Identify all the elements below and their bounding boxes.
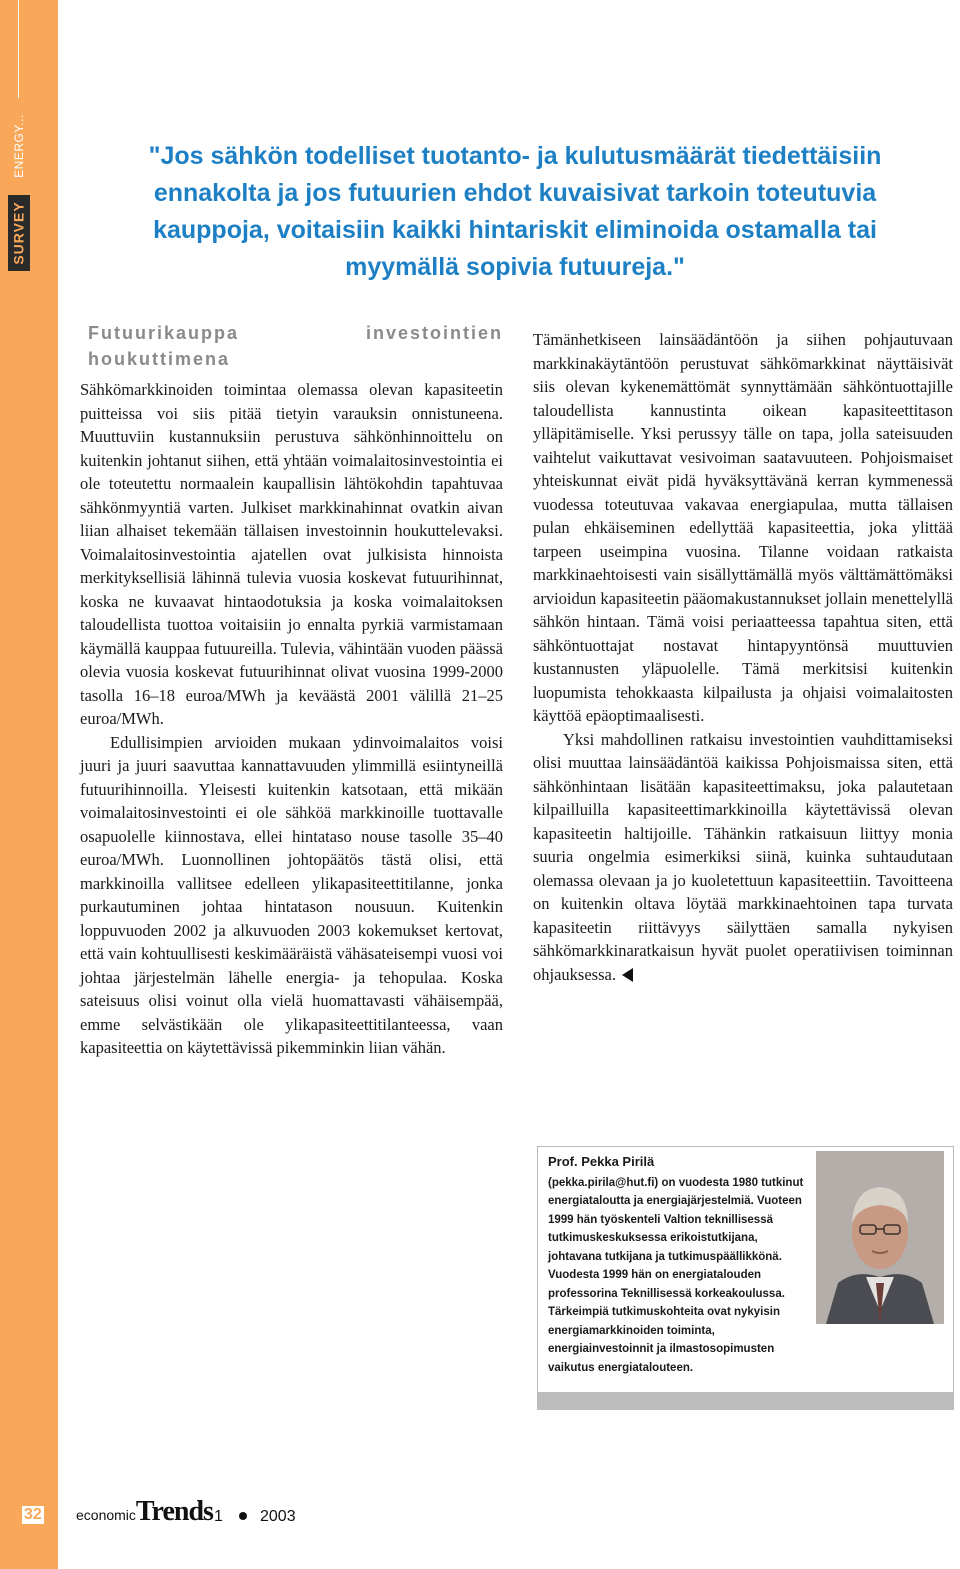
tab-divider-line — [18, 0, 19, 98]
page-number: 32 — [24, 1506, 42, 1523]
publication-logo — [76, 1496, 213, 1528]
section-tab-energy — [8, 100, 30, 192]
section-heading: Futuurikauppa investointien houkuttimena — [88, 323, 503, 369]
logo-trends: Trends — [135, 1496, 213, 1527]
pull-quote: "Jos sähkön todelliset tuotanto- ja kulutusmäärät tiedettäisiin ennakolta ja jos futuurien ehdot kuvaisivat tarkoin toteutuvia kauppoja, voitaisiin kaikki hintariskit eliminoida ostamalla tai myymällä sopivia futuureja." — [148, 142, 882, 281]
issue-year: 2003 — [260, 1508, 296, 1525]
issue-number: 1 — [214, 1508, 223, 1525]
body-paragraph: Tämänhetkiseen lainsäädäntöön ja siihen pohjautuvaan markkinakäytäntöön perustuvat sähkömarkkinat näyttäisivät siis olevan kykenemättömät synnyttämään sähköntuottajille taloudellista kannustinta oikean kapasiteettitason ylläpitämiselle. Yksi perussyy tälle on tapa, jolla sateisuuden vaihtelut vaikuttavat vesivoiman saatavuuteen. Pohjoismaiset yhteiskunnat eivät pidä hyväksyttävänä kerran kymmenessä vuodessa toteutuvaa vakavaa energiapulaa, mutta tällaisen pulan ehkäiseminen edellyttää kapasiteettia, joka ylittää tarpeen useimpina vuosina. Tilanne voidaan ratkaista markkinaehtoisesti vain sisällyttämällä myös välttämättömäksi arvioidun kapasiteetin pääomakustannukset jollain menettelyllä sähkön hintaan. Tämä voisi periaatteessa tapahtua siten, että sähköntuottajat nostavat hintapyyntönsä muuttuvien kustannusten yläpuolelle. Tämä merkitsisi kuitenkin luopumista tehokkaasta kilpailusta ja ohjaisi voimalaitosten käyttöä epäoptimaalisesti. — [533, 330, 953, 725]
author-bio-text: (pekka.pirila@hut.fi) on vuodesta 1980 tutkinut energiataloutta ja energiajärjestelmiä. Vuoteen 1999 hän työskenteli Valtion teknillisessä tutkimuskeskuksessa erikoistutkijana, johtavana tutkijana ja tutkimuspäällikkönä. Vuodesta 1999 hän on energiatalouden professorina Teknillisessä korkeakoulussa. Tärkeimpiä tutkimuskohteita ovat nykyisin energiamarkkinoiden toiminta, energiainvestoinnit ja ilmastosopimusten vaikutus energiatalouteen. — [548, 1176, 804, 1374]
section-tab-survey — [8, 195, 30, 271]
author-bio-box — [537, 1146, 954, 1410]
energy-label: ENERGY... — [12, 114, 27, 178]
body-paragraph: Edullisimpien arvioiden mukaan ydinvoimalaitos voisi juuri ja juuri saavuttaa kannattavuuden ylimmillä esiintyneillä futuurihinnoilla. Yleisesti kuitenkin katsotaan, että mikään voimalaitosinvestointi ei ole sähköä markkinoille tuottavalle osapuolelle kiinnostava, ellei hintataso nouse tasolle 35–40 euroa/MWh. Luonnollinen johtopäätös tästä olisi, että markkinoilla vallitsee edelleen ylikapasiteettitilanne, jonka purkautuminen johtaa hintatason nousuun. Kuitenkin loppuvuoden 2002 ja alkuvuoden 2003 kokemukset kertovat, että vain kohtuullisesti keskimääräistä vähäsateisempi vuosi voi johtaa järjestelmän lähelle energia- ja tehopulaa. Koska sateisuus olisi voinut olla vielä huomattavasti vähäisempää, emme selvästikään ole ylikapasiteettitilanteessa, vaan kapasiteettia on käytettävissä pikemminkin liian vähän. — [80, 732, 503, 1057]
author-bio — [548, 1153, 810, 1377]
body-paragraph: Sähkömarkkinoiden toimintaa olemassa olevan kapasiteetin puitteissa voi siis pitää tietyin varauksin onnistuneena. Muuttuviin kustannuksiin perustuva sähkönhinnoittelu on kuitenkin johtanut siihen, että yhtään voimalaitosinvestointia ei ole toteutettu normaalein kaupallisin lähtökohdin tapahtuvaa sähkönmyyntiä varten. Julkiset markkinahinnat ovatkin aivan liian alhaiset tekemään tällaisen investoinnin houkuttelevaksi. Voimalaitosinvestointia ajatellen ovat julkisista hinnoista merkityksellisiä lähinnä tulevia vuosia koskevat futuurihinnat, koska ne kuvaavat hintaodotuksia ja koska voimalaitoksen taloudellista tuottoa voitaisiin jo ennalta pyrkiä varmistamaan käymällä kauppaa futuureilla. Tulevia, vähintään vuoden päässä olevia vuosia koskevat futuurihinnat olivat vuosina 1999-2000 tasolla 16–18 euroa/MWh ja keväästä 2001 välillä 21–25 euroa/MWh. — [80, 380, 503, 728]
author-portrait — [816, 1151, 944, 1324]
end-of-article-icon — [622, 968, 633, 982]
article-right-column — [533, 328, 953, 986]
author-name: Prof. Pekka Pirilä — [548, 1154, 655, 1169]
article-left-column — [80, 320, 503, 1060]
body-paragraph — [533, 728, 953, 987]
bullet-dot-icon — [239, 1512, 247, 1520]
body-paragraph-text: Yksi mahdollinen ratkaisu investointien vauhdittamiseksi olisi muuttaa lainsäädäntöä kaikissa Pohjoismaissa siten, että sähkönhintaan lisätään kapasiteettimaksu, joka palautetaan kilpailluilla kapasiteettimarkkinoilla käytettävissä olevan kapasiteetin haltijoille. Tähänkin ratkaisuun liittyy monia suuria ongelmia esimerkiksi siinä, kuinka suhtaudutaan olemassa olevaan ja jo kuoletettuun kapasiteettiin. Tavoitteena on kuitenkin oltava löytää markkinaehtoinen tapa turvata kapasiteetin riittävyys säilyttäen samalla nykyisen sähkömarkkinaratkaisun hyvät puolet operatiivisen toiminnan ohjauksessa. — [533, 729, 953, 984]
logo-economic: economic — [76, 1507, 136, 1523]
survey-label: SURVEY — [11, 201, 28, 265]
